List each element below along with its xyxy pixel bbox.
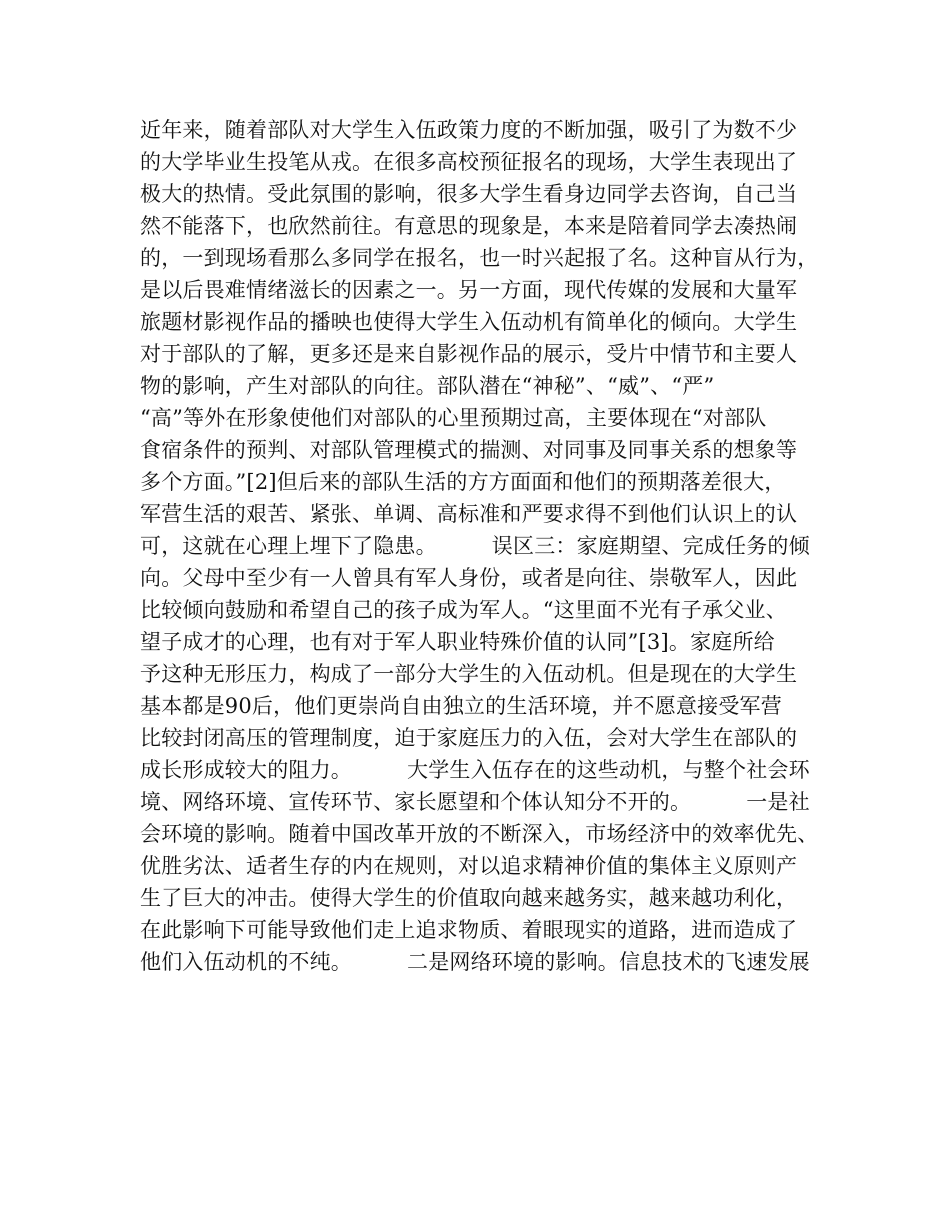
text-line: 的，一到现场看那么多同学在报名，也一时兴起报了名。这种盲从行为， <box>140 246 819 270</box>
text-line: 然不能落下，也欣然前往。有意思的现象是，本来是陪着同学去凑热闹 <box>140 214 798 238</box>
text-line: 多个方面。”[2]但后来的部队生活的方方面面和他们的预期落差很大， <box>140 470 786 494</box>
text-line: 对于部队的了解，更多还是来自影视作品的展示，受片中情节和主要人 <box>140 342 798 366</box>
text-line: 向。父母中至少有一人曾具有军人身份，或者是向往、崇敬军人，因此 <box>140 566 798 590</box>
text-line: 比较封闭高压的管理制度，迫于家庭压力的入伍，会对大学生在部队的 <box>140 726 798 750</box>
text-line: 成长形成较大的阻力。 大学生入伍存在的这些动机，与整个社会环 <box>140 758 810 782</box>
text-line: 境、网络环境、宣传环节、家长愿望和个体认知分不开的。 一是社 <box>140 790 810 814</box>
text-line: 是以后畏难情绪滋长的因素之一。另一方面，现代传媒的发展和大量军 <box>140 278 798 302</box>
text-line: 望子成才的心理，也有对于军人职业特殊价值的认同”[3]。家庭所给 <box>140 630 775 654</box>
text-line: 生了巨大的冲击。使得大学生的价值取向越来越务实，越来越功利化， <box>140 886 798 910</box>
text-line: 食宿条件的预判、对部队管理模式的揣测、对同事及同事关系的想象等 <box>140 438 798 462</box>
text-line: 极大的热情。受此氛围的影响，很多大学生看身边同学去咨询，自己当 <box>140 182 798 206</box>
text-line: 比较倾向鼓励和希望自己的孩子成为军人。“这里面不光有子承父业、 <box>140 598 787 622</box>
text-line: 的大学毕业生投笔从戎。在很多高校预征报名的现场，大学生表现出了 <box>140 150 798 174</box>
text-line: 物的影响，产生对部队的向往。部队潜在“神秘”、“威”、“严” <box>140 374 715 398</box>
text-line: 基本都是90后，他们更崇尚自由独立的生活环境，并不愿意接受军营 <box>140 694 782 718</box>
text-line: “高”等外在形象使他们对部队的心里预期过高，主要体现在“对部队 <box>140 406 767 430</box>
text-line: 旅题材影视作品的播映也使得大学生入伍动机有简单化的倾向。大学生 <box>140 310 798 334</box>
body-text <box>140 114 840 978</box>
text-line: 他们入伍动机的不纯。 二是网络环境的影响。信息技术的飞速发展 <box>140 950 810 974</box>
text-line: 近年来，随着部队对大学生入伍政策力度的不断加强，吸引了为数不少 <box>140 118 798 142</box>
text-line: 予这种无形压力，构成了一部分大学生的入伍动机。但是现在的大学生 <box>140 662 798 686</box>
text-line: 在此影响下可能导致他们走上追求物质、着眼现实的道路，进而造成了 <box>140 918 798 942</box>
text-line: 可，这就在心理上埋下了隐患。 误区三：家庭期望、完成任务的倾 <box>140 534 810 558</box>
text-line: 优胜劣汰、适者生存的内在规则，对以追求精神价值的集体主义原则产 <box>140 854 798 878</box>
text-line: 会环境的影响。随着中国改革开放的不断深入，市场经济中的效率优先、 <box>140 822 819 846</box>
text-line: 军营生活的艰苦、紧张、单调、高标准和严要求得不到他们认识上的认 <box>140 502 798 526</box>
